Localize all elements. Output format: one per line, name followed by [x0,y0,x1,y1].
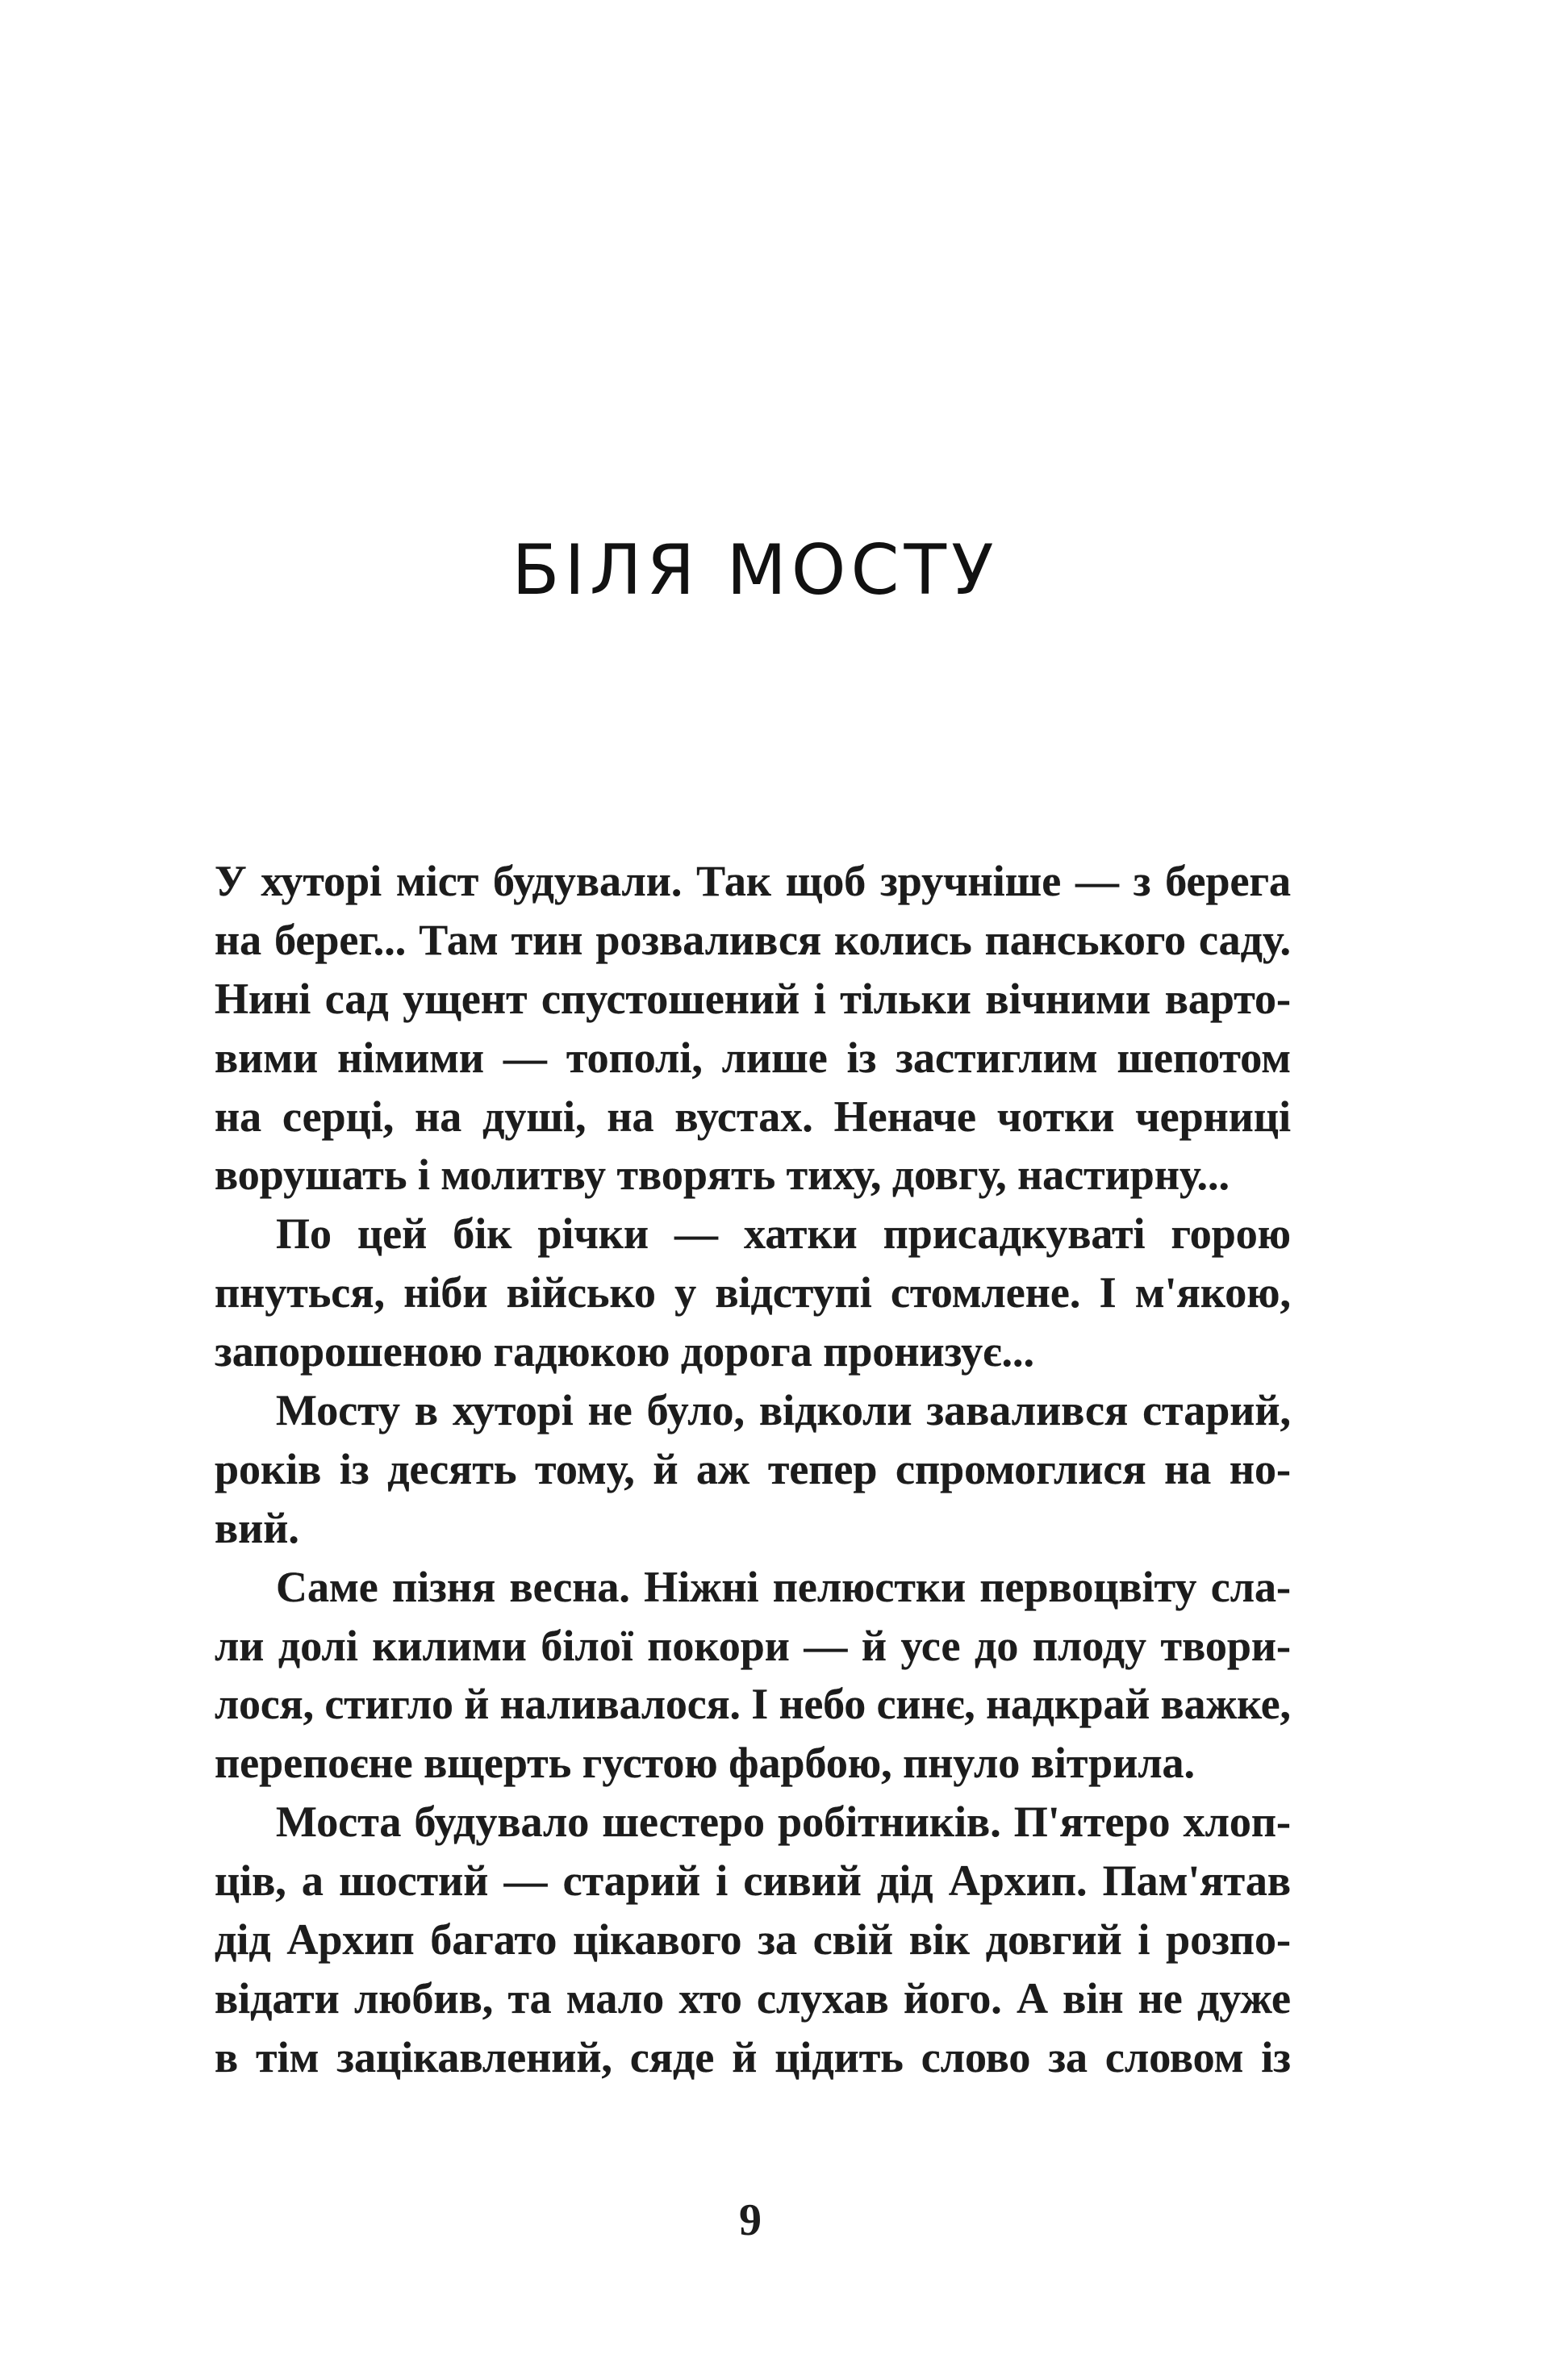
text-line: По цей бік річки — хатки присадкуваті горою [276,1209,1291,1259]
text-line: вий. [215,1503,299,1552]
text-line: Нині сад ущент спустошений і тільки вічними варто- [215,974,1291,1023]
text-line: вими німими — тополі, лише із застиглим шепотом [215,1033,1291,1082]
text-line: пнуться, ніби військо у відступі стомлене. І м'якою, [215,1268,1291,1317]
text-line: Саме пізня весна. Ніжні пелюстки первоцвіту сла- [276,1562,1291,1611]
chapter-title: БІЛЯ МОСТУ [511,530,999,611]
text-line: ворушать і молитву творять тиху, довгу, настирну... [215,1150,1230,1200]
text-line: ців, а шостий — старий і сивий дід Архип. Пам'ятав [215,1856,1291,1906]
text-line: ли долі килими білої покори — й усе до плоду твори- [215,1621,1291,1670]
text-line: лося, стигло й наливалося. І небо синє, надкрай важке, [215,1680,1291,1729]
text-line: Моста будувало шестеро робітників. П'ятеро хлоп- [276,1798,1291,1847]
text-line: на берег... Там тин розвалився колись панського саду. [215,915,1291,964]
text-line: відати любив, та мало хто слухав його. А він не дуже [215,1973,1291,2023]
text-line: У хуторі міст будували. Так щоб зручніше — з берега [215,857,1291,905]
page-number: 9 [739,2195,762,2245]
text-line: запорошеною гадюкою дорога пронизує... [215,1327,1034,1376]
text-line: дід Архип багато цікавого за свій вік довгий і розпо- [215,1915,1291,1965]
chapter-body-text [215,852,1291,2087]
text-line: Мосту в хуторі не було, відколи завалився старий, [276,1386,1291,1435]
text-line: років із десять тому, й аж тепер спромоглися на но- [215,1444,1291,1493]
text-line: перепоєне вщерть густою фарбою, пнуло вітрила. [215,1739,1196,1788]
text-line: на серці, на душі, на вустах. Неначе чотки черниці [215,1092,1291,1141]
text-line: в тім зацікавлений, сяде й цідить слово за словом із [215,2032,1291,2081]
